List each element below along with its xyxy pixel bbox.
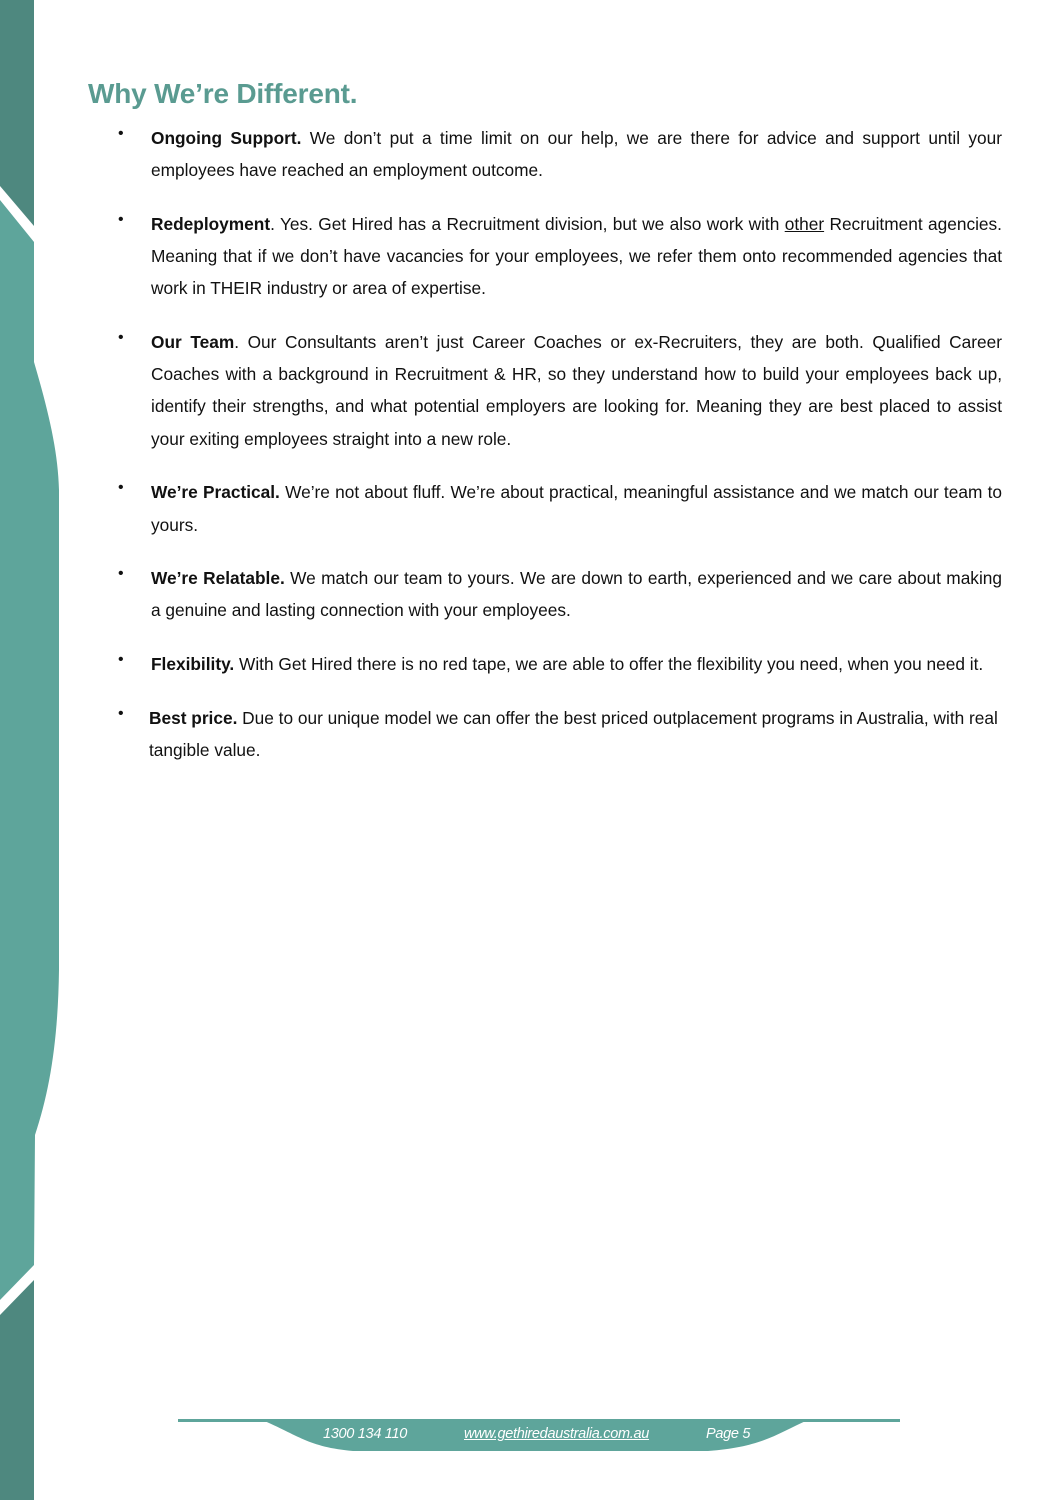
bullet-icon: •: [118, 329, 124, 347]
item-text-cont: Recruitment agencies. Meaning that if we don’t have vacancies for your employees, we refer them onto recommended agencies that work in THEIR industry or area of expertise.: [151, 213, 1002, 299]
item-text: . Our Consultants aren’t just Career Coaches or ex-Recruiters, they are both. Qualified Career Coaches with a background in Recruitment & HR, so they understand how to build your employees back up, identify their strengths, and what potential employers are looking for. Meaning they are best placed to assist your exiting employees straight into a new role.: [151, 332, 1002, 449]
list-item-redeployment: [118, 208, 1002, 305]
list-item-our-team: [118, 326, 1002, 455]
item-text: With Get Hired there is no red tape, we are able to offer the flexibility you need, when you need it.: [234, 654, 984, 675]
item-lead: Flexibility.: [151, 654, 235, 675]
footer-phone: 1300 134 110: [323, 1426, 408, 1442]
underlined-word: other: [784, 213, 825, 234]
band-bottom-dark: [0, 1280, 34, 1500]
list-item-flexibility: [118, 648, 1002, 680]
item-text: We don’t put a time limit on our help, we are there for advice and support until your employees have reached an employment outcome.: [151, 128, 1003, 181]
list-item-ongoing-support: [118, 122, 1002, 186]
item-lead: Redeployment: [151, 213, 271, 234]
bullet-icon: •: [118, 125, 124, 142]
page-heading: Why We’re Different.: [88, 78, 358, 109]
item-text: We match our team to yours. We are down to earth, experienced and we care about making a genuine and lasting connection with your employees.: [151, 568, 1003, 621]
item-text: We’re not about fluff. We’re about practical, meaningful assistance and we match our team to yours.: [151, 482, 1002, 535]
bullet-icon: •: [118, 704, 124, 722]
side-decoration-band: [0, 0, 70, 1500]
bullet-icon: •: [118, 479, 124, 497]
footer-page-number: Page 5: [706, 1426, 751, 1442]
item-lead: Ongoing Support.: [151, 128, 302, 148]
item-lead: We’re Practical.: [151, 482, 280, 503]
list-item-practical: [118, 476, 1002, 540]
item-text: . Yes. Get Hired has a Recruitment division, but we also work with: [270, 213, 785, 234]
band-middle-light: [0, 200, 59, 1300]
footer-website-link[interactable]: www.gethiredaustralia.com.au: [464, 1426, 650, 1442]
item-text: Due to our unique model we can offer the best priced outplacement programs in Australia, with real tangible value.: [149, 707, 998, 761]
bullet-icon: •: [118, 565, 124, 583]
bullet-icon: •: [118, 210, 124, 228]
bullet-icon: •: [118, 651, 124, 669]
band-top-dark: [0, 0, 34, 226]
page-footer: [178, 1417, 900, 1453]
list-item-best-price: [118, 702, 1009, 766]
item-lead: Best price.: [149, 707, 238, 728]
feature-list: [118, 122, 1002, 788]
item-lead: We’re Relatable.: [151, 568, 285, 589]
item-lead: Our Team: [151, 332, 235, 353]
list-item-relatable: [118, 562, 1002, 626]
